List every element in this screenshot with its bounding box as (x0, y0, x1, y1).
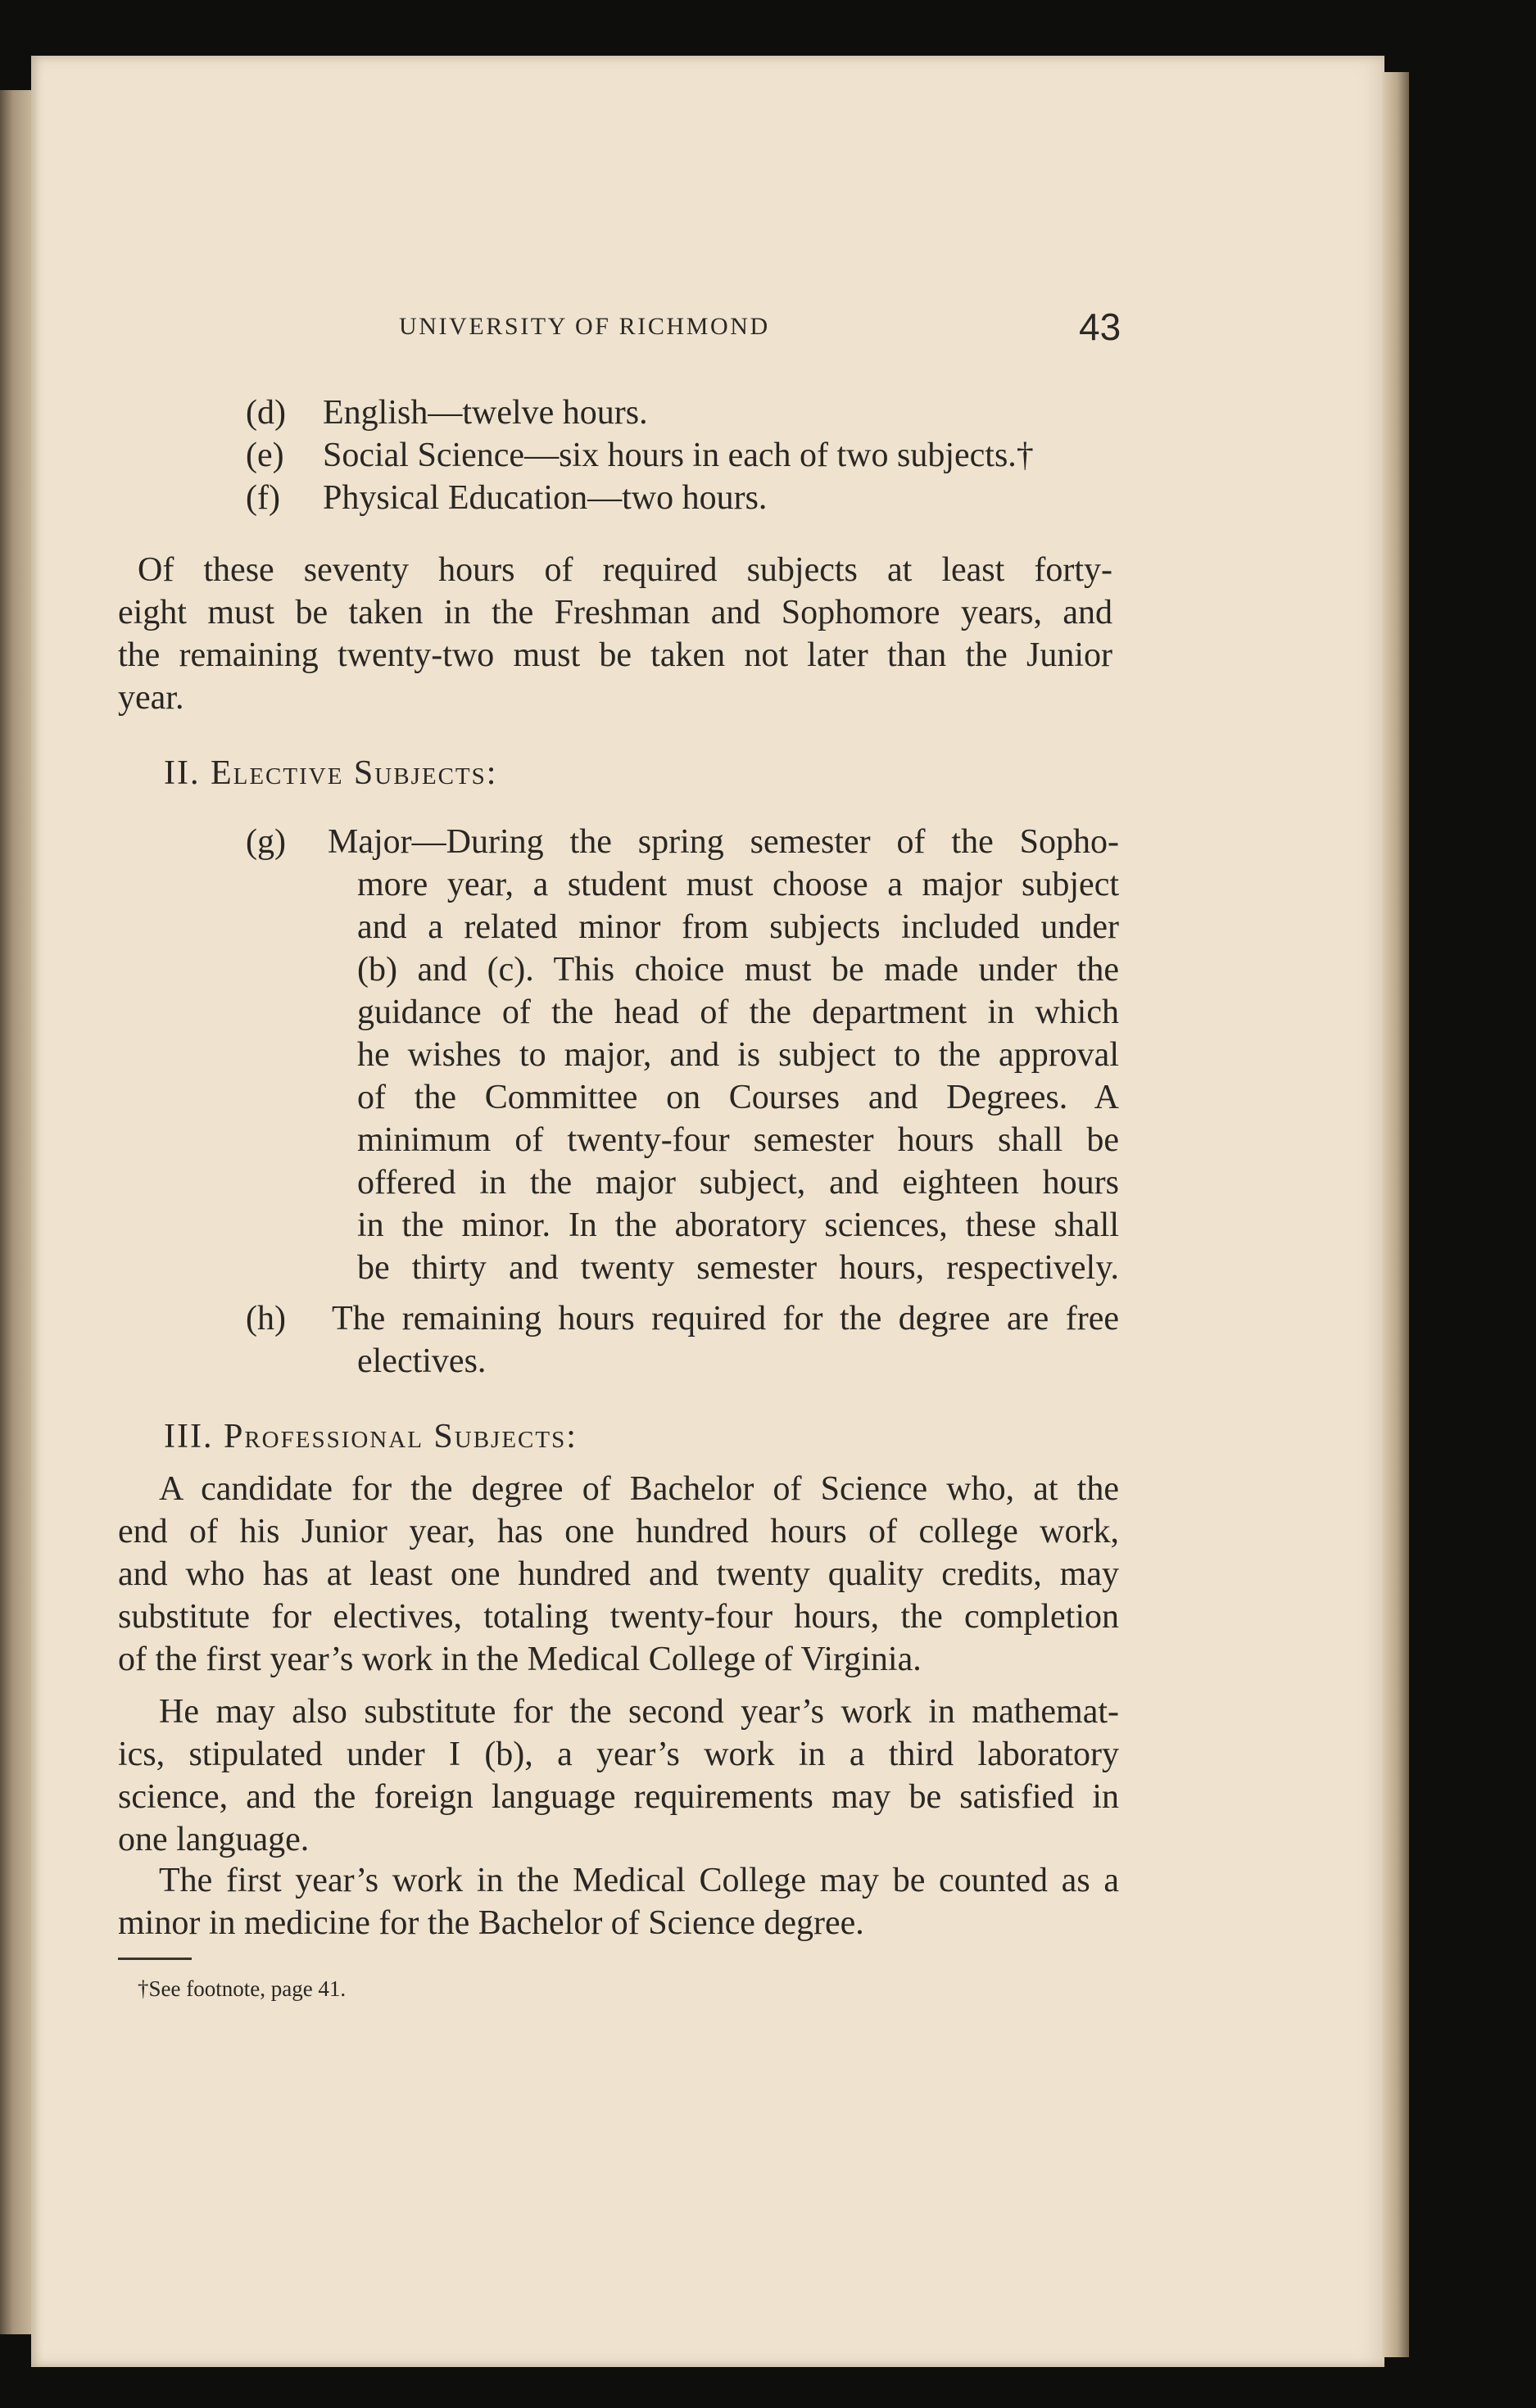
book-right-edge (1383, 72, 1409, 2357)
item-g-line: offered in the major subject, and eighteen hours (357, 1164, 1119, 1202)
paragraph-line: end of his Junior year, has one hundred hours of college work, (118, 1513, 1119, 1550)
paragraph-line: minor in medicine for the Bachelor of Science degree. (118, 1904, 864, 1942)
paragraph-line: substitute for electives, totaling twenty-four hours, the completion (118, 1598, 1119, 1636)
item-g-line: Major—During the spring semester of the Sopho- (328, 823, 1119, 861)
item-g-line: (b) and (c). This choice must be made under the (357, 951, 1119, 989)
paragraph-line: one language. (118, 1821, 310, 1858)
paragraph-line: year. (118, 679, 184, 717)
paragraph-line: and who has at least one hundred and twenty quality credits, may (118, 1555, 1119, 1593)
paragraph-line: ics, stipulated under I (b), a year’s work in a third laboratory (118, 1736, 1119, 1773)
item-g-line: and a related minor from subjects included under (357, 908, 1119, 946)
item-tag-f: (f) (246, 479, 280, 517)
paragraph-line: of the first year’s work in the Medical College of Virginia. (118, 1641, 922, 1678)
section-heading-professional: III. Professional Subjects: (164, 1418, 578, 1455)
item-g-line: of the Committee on Courses and Degrees. A (357, 1079, 1119, 1116)
item-text-e: Social Science—six hours in each of two subjects.† (323, 437, 1034, 474)
item-g-line: guidance of the head of the department in which (357, 994, 1119, 1031)
header-title: UNIVERSITY OF RICHMOND (399, 313, 770, 340)
paragraph-line: science, and the foreign language requirements may be satisfied in (118, 1778, 1119, 1816)
paragraph-line: the remaining twenty-two must be taken not later than the Junior (118, 636, 1112, 674)
paragraph-line: A candidate for the degree of Bachelor of Science who, at the (159, 1470, 1119, 1508)
item-g-line: he wishes to major, and is subject to the approval (357, 1036, 1119, 1074)
paragraph-line: eight must be taken in the Freshman and Sophomore years, and (118, 594, 1112, 631)
item-h-line: electives. (357, 1342, 487, 1380)
paragraph-line: The first year’s work in the Medical College may be counted as a (159, 1862, 1119, 1899)
book-left-edge (0, 90, 33, 2334)
item-tag-e: (e) (246, 437, 284, 474)
item-g-line: be thirty and twenty semester hours, respectively. (357, 1249, 1119, 1287)
paragraph-line: Of these seventy hours of required subjects at least forty- (138, 551, 1112, 589)
paragraph-line: He may also substitute for the second year’s work in mathemat- (159, 1693, 1119, 1731)
item-tag-d: (d) (246, 394, 286, 432)
footnote: †See footnote, page 41. (138, 1976, 347, 2001)
item-text-d: English—twelve hours. (323, 394, 648, 432)
footnote-rule (118, 1958, 192, 1960)
item-tag-h: (h) (246, 1300, 286, 1338)
item-h-line: The remaining hours required for the degree are free (332, 1300, 1119, 1338)
item-text-f: Physical Education—two hours. (323, 479, 768, 517)
section-heading-elective: II. Elective Subjects: (164, 754, 498, 792)
item-g-line: in the minor. In the aboratory sciences, these shall (357, 1206, 1119, 1244)
item-g-line: minimum of twenty-four semester hours shall be (357, 1121, 1119, 1159)
item-tag-g: (g) (246, 823, 286, 861)
page-number: 43 (1079, 306, 1121, 348)
item-g-line: more year, a student must choose a major subject (357, 866, 1119, 903)
running-header (399, 305, 1218, 354)
